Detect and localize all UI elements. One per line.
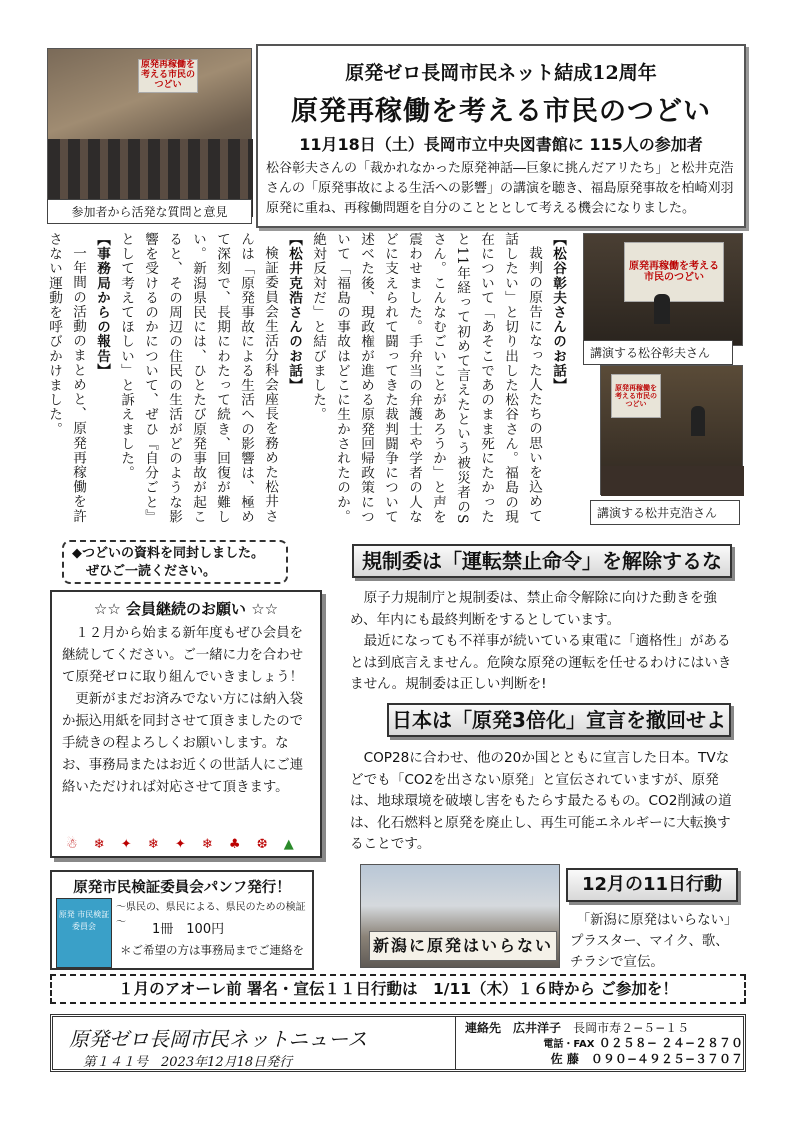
membership-para1: １２月から始まる新年度もぜひ会員を継続してください。ご一緒に力を合わせて原発ゼロに取り組んでいきましょう！ <box>62 626 304 685</box>
regulation-body <box>350 588 742 696</box>
issue-info: 第１４１号 2023年12月18日発行 <box>83 1055 293 1070</box>
december-action-text: 「新潟に原発はいらない」プラスター、マイク、歌、チラシで宣伝。 <box>570 913 738 970</box>
speaker2-caption: 講演する松井克浩さん <box>590 500 740 525</box>
speaker2-screen: 原発再稼働を考える市民のつどい <box>611 374 661 418</box>
page-title: 原発再稼働を考える市民のつどい <box>291 96 711 127</box>
japan-para1: COP28に合わせ、他の20か国とともに宣言した日本。TVなどでも「CO2を出さない原発」と宣伝されていますが、原発は、地球環境を破壊し害をもたらす最たるもの。CO2削減の道は、化石燃料と原発を廃止し、再生可能エネルギーに大転換することです。 <box>350 750 732 852</box>
speaker1-caption: 講演する松谷彰夫さん <box>583 340 733 365</box>
contact-label: 連絡先 <box>465 1021 502 1035</box>
holiday-decoration: ☃ ❄ ✦ ❄ ✦ ❄ ♣ ❆ ▲ <box>66 837 300 852</box>
header-subtitle: 原発ゼロ長岡市民ネット結成12周年 <box>345 62 657 84</box>
stage-screen: 原発再稼働を考える市民のつどい <box>138 59 198 93</box>
audience-photo <box>47 48 252 216</box>
footer <box>50 1014 746 1072</box>
enclosure-line2: ぜひご一読ください。 <box>86 564 217 579</box>
office-report-paragraph: 一年間の活動のまとめと、原発再稼働を許さない運動を呼びかけました。 <box>46 232 86 523</box>
pamphlet-cover: 原発 市民検証 委員会 <box>56 898 112 968</box>
alt-contact-name: 佐 藤 <box>550 1052 579 1066</box>
matsutani-paragraph: 裁判の原告になった人たちの思いを込めて話したい」と切り出した松谷さん。福島の現在について「あそこであのまま死にたかったと11年経って初めて言えたという被災者のSさん。こんなむごいことがあろうか」と声を震わせました。手弁当の弁護士や学者の人などに支えられて闘ってきた裁判闘争について述べた後、現政権が進める原発回帰政策について「福島の事故はどこに生かされたのか。絶対反対だ」と結びました。 <box>310 232 542 525</box>
phone-label: 電話・FAX <box>543 1039 595 1050</box>
enclosure-note <box>62 540 288 584</box>
speaker1-screen: 原発再稼働を考える市民のつどい <box>624 242 724 302</box>
december-action-title: 12月の11日行動 <box>566 868 738 902</box>
header-summary: 松谷彰夫さんの「裁かれなかった原発神話―巨象に挑んだアリたち」と松井克浩さんの「原発事故による生活への影響」の講演を聴き、福島原発事故を柏崎刈羽原発に重ね、再稼働問題を自分のことととして考える機会になりました。 <box>266 161 734 216</box>
speaker1-photo <box>583 233 743 346</box>
regulation-title: 規制委は「運転禁止命令」を解除するな <box>352 544 732 578</box>
japan-body <box>350 748 742 856</box>
heading-matsutani: 【松谷彰夫さんのお話】 <box>550 232 566 393</box>
lecture-article <box>46 232 570 535</box>
protest-sign: 新潟に原発はいらない <box>369 931 557 961</box>
pamphlet-title: 原発市民検証委員会パンフ発行！ <box>73 880 291 896</box>
enclosure-line1: ◆つどいの資料を同封しました。 <box>72 546 264 561</box>
japan-title: 日本は「原発3倍化」宣言を撤回せよ <box>387 703 731 737</box>
header-box <box>256 44 746 228</box>
phone-number: ０２５８− ２４−２８７０ <box>598 1036 743 1050</box>
december-action-photo <box>360 864 560 968</box>
event-line: 11月18日（土）長岡市立中央図書館に 115人の参加者 <box>299 135 703 154</box>
regulation-para1: 原子力規制庁と規制委は、禁止命令解除に向けた動きを強め、年内にも最終判断をするとしています。 <box>350 590 718 628</box>
contact-name: 広井洋子 <box>513 1021 562 1035</box>
alt-phone-number: ０９０−４９２５−３７０７ <box>590 1052 743 1066</box>
contact-block <box>465 1021 743 1067</box>
pamphlet-subtitle: ～県民の、県民による、県民のための検証～ <box>116 902 306 928</box>
membership-box <box>50 590 322 858</box>
audience-photo-caption: 参加者から活発な質問と意見 <box>47 199 252 224</box>
matsui-paragraph: 検証委員会生活分科会座長を務めた松井さんは「原発事故による生活への影響は、極めて深刻で、長期にわたって続き、回復が難しい。新潟県民には、ひとたび原発事故が起こると、その周辺の住民の生活がどのような影響を受けるのかについて、ぜひ『自分ごと』として考えてほしい」と訴えました。 <box>118 232 278 524</box>
regulation-para2: 最近になっても不祥事が続いている東電に「適格性」があるとは到底言えません。危険な原発の運転を任せるわけにはいきません。規制委は正しい判断を! <box>350 633 732 692</box>
heading-office-report: 【事務局からの報告】 <box>94 232 110 378</box>
newsletter-name: 原発ゼロ長岡市民ネットニュース <box>69 1027 368 1051</box>
pamphlet-price: 1冊 100円 <box>152 922 225 937</box>
speaker2-photo <box>600 365 743 495</box>
heading-matsui: 【松井克浩さんのお話】 <box>286 232 302 393</box>
january-notice: １月のアオーレ前 署名・宣伝１１日行動は 1/11（木）１６時から ご参加を！ <box>50 974 746 1004</box>
pamphlet-box <box>50 870 314 970</box>
membership-para2: 更新がまだお済みでない方には納入袋か振込用紙を同封させて頂きましたので手続きの程よろしくお願いします。なお、事務局またはお近くの世話人にご連絡いただければ対応させて頂きます。 <box>62 692 304 795</box>
contact-address: 長岡市寿２−５−１５ <box>573 1021 690 1035</box>
pamphlet-note: ＊ご希望の方は事務局までご連絡を <box>120 943 304 957</box>
membership-title: ☆☆ 会員継続のお願い ☆☆ <box>93 600 279 618</box>
